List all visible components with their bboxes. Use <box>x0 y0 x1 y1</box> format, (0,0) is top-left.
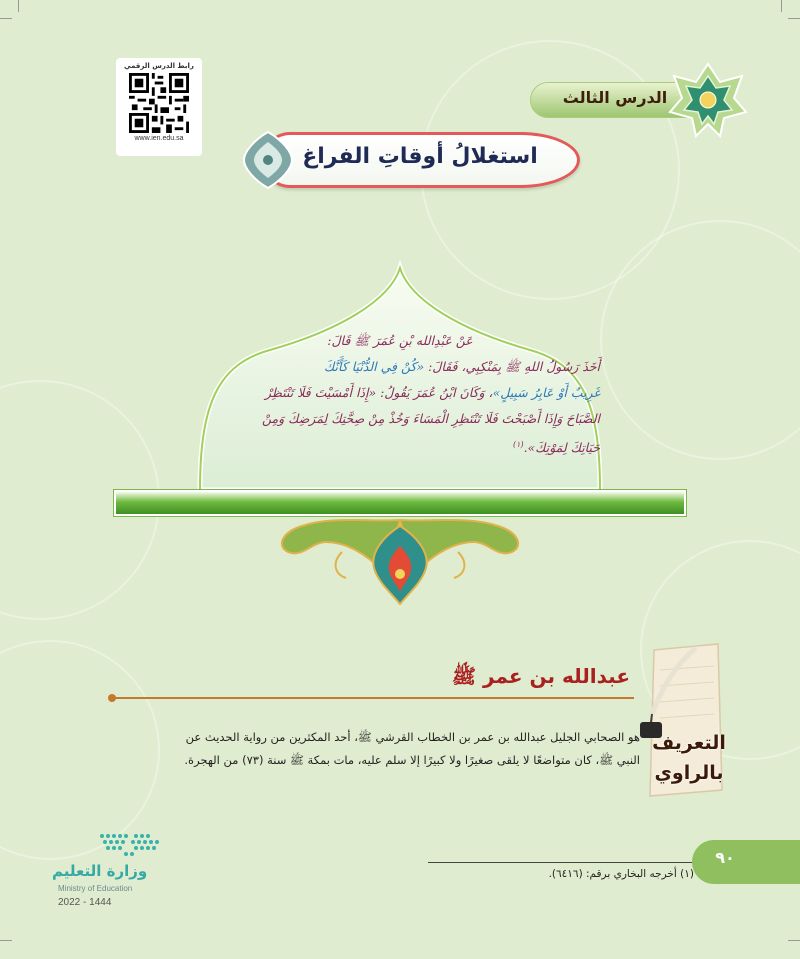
crop-mark <box>18 0 19 12</box>
crop-mark <box>788 18 800 19</box>
lesson-ornament-icon <box>668 62 748 138</box>
footnote-divider <box>428 862 694 863</box>
bio-line: النبي ﷺ، كان متواضعًا لا يلقى صغيرًا ولا كبيرًا إلا سلم عليه، مات بمكة ﷺ سنة (٧٣) من الهجرة. <box>184 753 640 767</box>
ministry-name-english: Ministry of Education <box>58 884 133 893</box>
qr-url[interactable]: www.ien.edu.sa <box>134 135 184 142</box>
narrator-badge-line2: بالراوي <box>654 762 724 784</box>
qr-code-icon[interactable] <box>129 73 189 133</box>
ministry-name-arabic: وزارة التعليم <box>52 862 148 880</box>
hadith-line <box>200 380 600 406</box>
crop-mark <box>781 0 782 12</box>
qr-label: رابط الدرس الرقمي <box>124 62 194 70</box>
footnote: (١) أخرجه البخاري برقم: (٦٤١٦). <box>548 868 694 880</box>
narrator-bio <box>118 726 640 772</box>
prophet-quote: غَرِيبٌ أَوْ عَابِرُ سَبِيلٍ» <box>492 385 600 400</box>
hadith-line: عَنْ عَبْدِالله بْنِ عُمَرَ ﷺ قَالَ: <box>327 333 473 348</box>
hadith-narration: أَخَذَ رَسُولُ اللهِ ﷺ بِمَنْكِبِي، فَقَالَ: <box>424 359 600 374</box>
narrator-name: عبدالله بن عمر ﷺ <box>451 664 630 688</box>
narrator-badge-line1: التعريف <box>652 732 726 754</box>
hadith-text <box>200 328 600 461</box>
hadith-line <box>200 354 600 380</box>
section-divider <box>114 697 634 699</box>
bio-line: هو الصحابي الجليل عبدالله بن عمر بن الخطاب القرشي ﷺ، أحد المكثرين من رواية الحديث عن <box>185 730 640 744</box>
lesson-number-label: الدرس الثالث <box>562 88 668 107</box>
ministry-logo-icon <box>96 830 166 860</box>
hadith-narration: حَيَاتِكَ لِمَوْتِكَ». <box>523 440 600 456</box>
footnote-reference[interactable]: (١) <box>513 440 524 449</box>
crop-mark <box>0 940 12 941</box>
lesson-title: استغلالُ أوقاتِ الفراغ <box>302 144 538 169</box>
floral-ornament-icon <box>272 512 528 607</box>
crop-mark <box>788 940 800 941</box>
section-divider-dot <box>108 694 116 702</box>
page-number: ٩٠ <box>715 848 735 867</box>
title-ornament-icon <box>242 130 294 190</box>
edition-year: 2022 - 1444 <box>58 897 112 908</box>
qr-code-card[interactable] <box>116 58 202 156</box>
hadith-line: الصَّبَاحَ وَإِذَا أَصْبَحْتَ فَلَا تَنْتَظِرِ الْمَسَاءَ وَخُذْ مِنْ صِحَّتِكَ لِمَرَضِكَ وَمِنْ <box>261 411 600 426</box>
crop-mark <box>0 18 12 19</box>
hadith-narration: ، وَكَانَ ابْنُ عُمَرَ يَقُولُ: «إِذَا أَمْسَيْتَ فَلَا تَنْتَظِرْ <box>265 385 493 400</box>
hadith-line <box>200 432 600 461</box>
prophet-quote: «كُنْ فِي الدُّنْيَا كَأَنَّكَ <box>324 359 425 374</box>
